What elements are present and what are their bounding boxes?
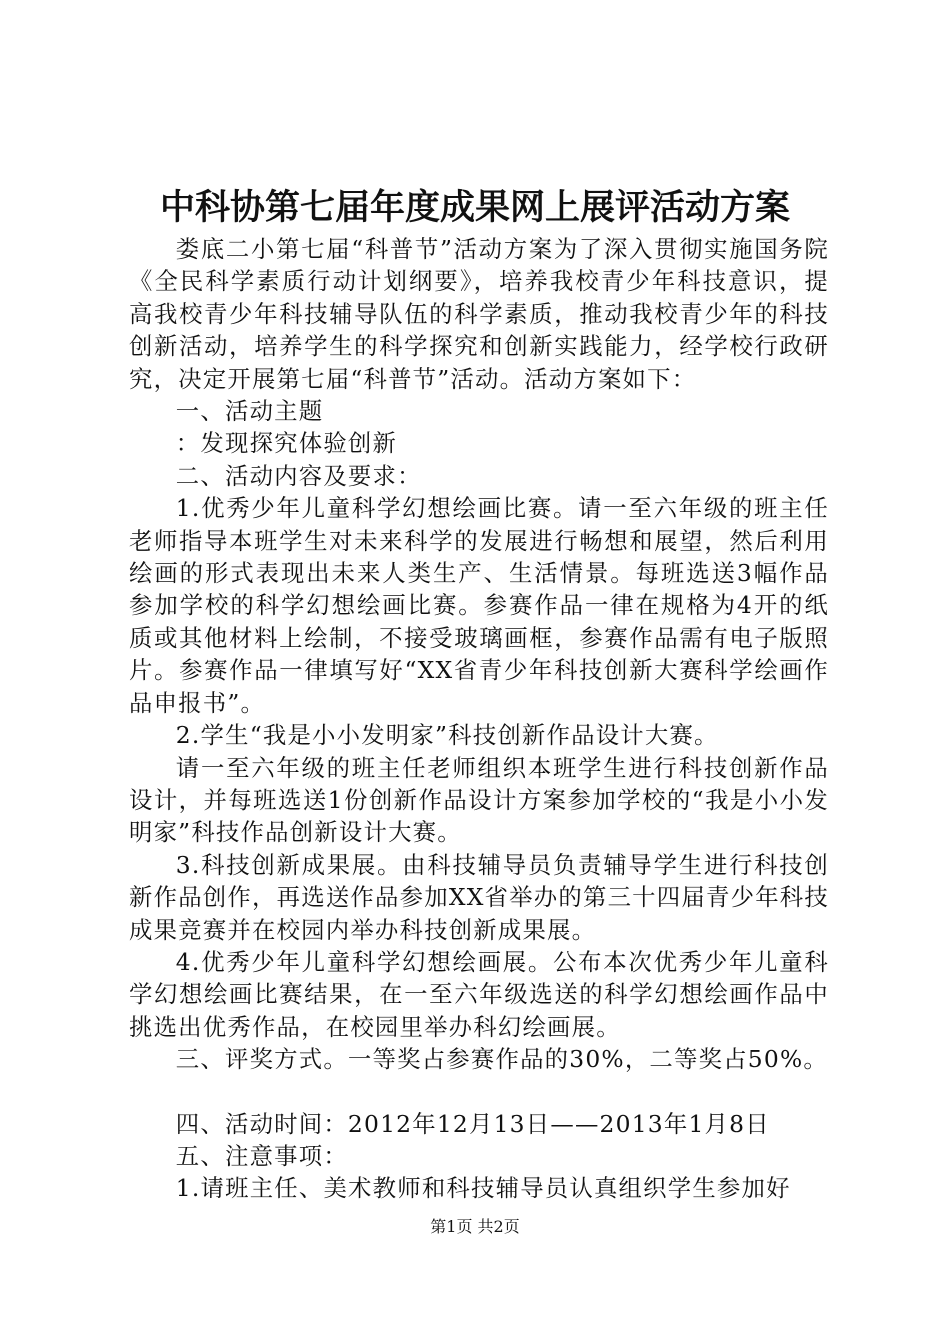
content-item-2-detail: 请一至六年级的班主任老师组织本班学生进行科技创新作品设计，并每班选送1份创新作品设计方案参加学校的“我是小小发明家”科技作品创新设计大赛。	[129, 753, 829, 847]
section-heading-awards: 三、评奖方式。一等奖占参赛作品的30%，二等奖占50%。	[175, 1045, 828, 1074]
content-item-3: 3.科技创新成果展。由科技辅导员负责辅导学生进行科技创新作品创作，再选送作品参加XX省举办的第三十四届青少年科技成果竞赛并在校园内举办科技创新成果展。	[129, 850, 829, 944]
theme-text: ：发现探究体验创新	[175, 429, 398, 458]
section-heading-theme: 一、活动主题	[175, 397, 324, 426]
section-heading-content: 二、活动内容及要求：	[175, 461, 422, 490]
section-heading-time: 四、活动时间：2012年12月13日——2013年1月8日	[175, 1109, 770, 1138]
content-item-4: 4.优秀少年儿童科学幻想绘画展。公布本次优秀少年儿童科学幻想绘画比赛结果，在一至六年级选送的科学幻想绘画作品中挑选出优秀作品，在校园里举办科幻绘画展。	[129, 947, 829, 1041]
document-body	[129, 233, 829, 1205]
content-item-2: 2.学生“我是小小发明家”科技创新作品设计大赛。	[175, 721, 719, 750]
intro-paragraph: 娄底二小第七届“科普节”活动方案为了深入贯彻实施国务院《全民科学素质行动计划纲要》，培养我校青少年科技意识，提高我校青少年科技辅导队伍的科学素质，推动我校青少年的科技创新活动，培养学生的科学探究和创新实践能力，经学校行政研究，决定开展第七届“科普节”活动。活动方案如下：	[129, 235, 829, 393]
document-title: 中科协第七届年度成果网上展评活动方案	[159, 187, 790, 228]
content-item-1: 1.优秀少年儿童科学幻想绘画比赛。请一至六年级的班主任老师指导本班学生对未来科学的发展进行畅想和展望，然后利用绘画的形式表现出未来人类生产、生活情景。每班选送3幅作品参加学校的科学幻想绘画比赛。参赛作品一律在规格为4开的纸质或其他材料上绘制，不接受玻璃画框，参赛作品需有电子版照片。参赛作品一律填写好“XX省青少年科技创新大赛科学绘画作品申报书”。	[129, 494, 829, 717]
notes-item-1: 1.请班主任、美术教师和科技辅导员认真组织学生参加好	[175, 1174, 791, 1203]
page-footer: 第1页 共2页	[430, 1217, 520, 1236]
section-heading-notes: 五、注意事项：	[175, 1141, 348, 1170]
